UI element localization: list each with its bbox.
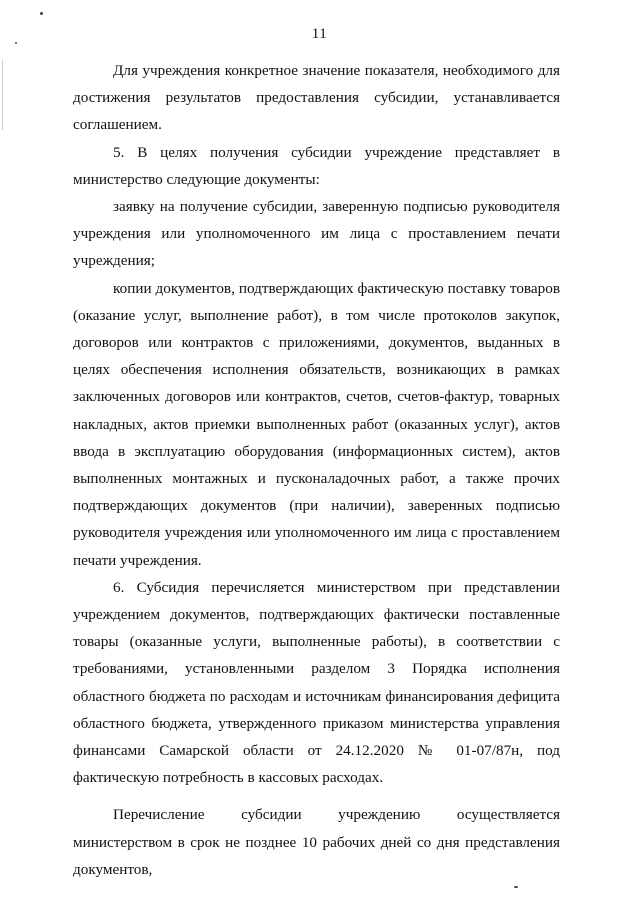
scan-speck [40, 12, 43, 15]
scan-speck [514, 886, 518, 888]
scan-edge-mark [2, 60, 3, 130]
document-body [73, 57, 560, 883]
paragraph-item-5: 5. В целях получения субсидии учреждение представляет в министерство следующие документы: [73, 143, 560, 188]
paragraph-application: заявку на получение субсидии, заверенную подписью руководителя учреждения или уполномоченного им лица с проставлением печати учреждения; [73, 198, 560, 270]
paragraph-transfer-term: Перечисление субсидии учреждению осуществляется министерством в срок не позднее 10 рабочих дней со дня представления документов, [73, 806, 560, 878]
paragraph-document-copies: копии документов, подтверждающих фактическую поставку товаров (оказание услуг, выполнение работ), в том числе протоколов закупок, договоров или контрактов с приложениями, документов, выданных в целях обеспечения исполнения обязательств, возникающих в рамках заключенных договоров или контрактов, счетов, счетов-фактур, товарных накладных, актов приемки выполненных работ (оказанных услуг), актов ввода в эксплуатацию оборудования (информационных систем), актов выполненных монтажных и пусконаладочных работ, а также прочих подтверждающих документов (при наличии), заверенных подписью руководителя учреждения или уполномоченного им лица с проставлением печати учреждения. [73, 279, 560, 569]
page-number: 11 [311, 26, 328, 42]
paragraph-indicator-value: Для учреждения конкретное значение показателя, необходимого для достижения результатов предоставления субсидии, устанавливается соглашением. [73, 62, 560, 134]
paragraph-item-6: 6. Субсидия перечисляется министерством при представлении учреждением документов, подтверждающих фактически поставленные товары (оказанные услуги, выполненные работы), в соответствии с требованиями, установленными разделом 3 Порядка исполнения областного бюджета по расходам и источникам финансирования дефицита областного бюджета, утвержденного приказом министерства управления финансами Самарской области от 24.12.2020 № 01-07/87н, под фактическую потребность в кассовых расходах. [73, 578, 560, 787]
